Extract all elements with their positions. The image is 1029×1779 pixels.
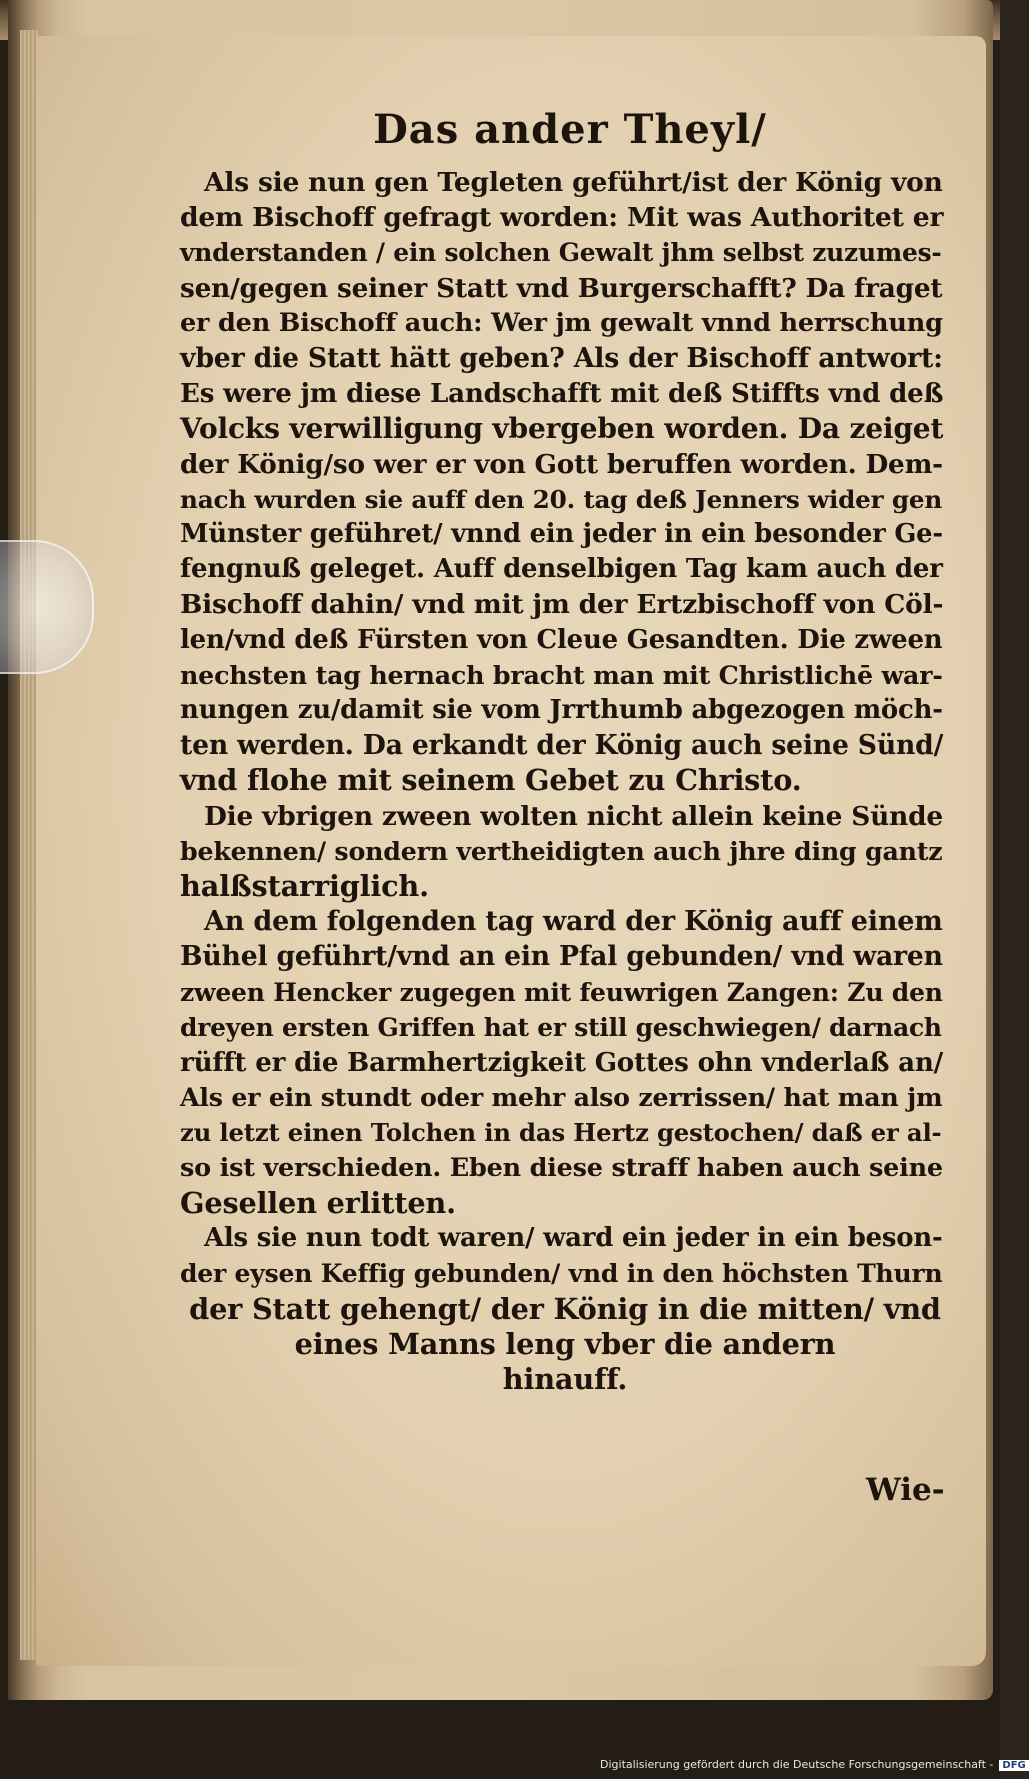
digitization-footer <box>600 1758 1029 1771</box>
text-line: fengnuß geleget. Auff denselbigen Tag kam auch der <box>180 554 943 585</box>
text-line: Als sie nun todt waren/ ward ein jeder in ein beson- <box>204 1223 943 1254</box>
text-line: der eysen Keffig gebunden/ vnd in den höchsten Thurn <box>180 1258 943 1289</box>
text-line: nach wurden sie auff den 20. tag deß Jenners wider gen <box>180 484 943 514</box>
text-line: Münster geführet/ vnnd ein jeder in ein besonder Ge- <box>180 519 943 550</box>
page-heading: Das ander Theyl/ <box>373 106 767 153</box>
text-line: dem Bischoff gefragt worden: Mit was Authoritet er <box>180 202 944 234</box>
paragraph-4 <box>180 1221 950 1397</box>
text-line: len/vnd deß Fürsten von Cleue Gesandten. Die zween <box>180 624 943 655</box>
text-line: Gesellen erlitten. <box>180 1185 456 1220</box>
paragraph-1 <box>180 165 950 799</box>
text-line: Als sie nun gen Tegleten geführt/ist der König von <box>204 167 943 198</box>
text-line: bekennen/ sondern vertheidigten auch jhre ding gantz <box>180 835 943 866</box>
text-line: sen/gegen seiner Statt vnd Burgerschafft? Da fraget <box>180 272 943 304</box>
text-line: halßstarriglich. <box>180 869 429 904</box>
text-line: zu letzt einen Tolchen in das Hertz gestochen/ daß er al- <box>180 1118 942 1148</box>
text-line: Als er ein stundt oder mehr also zerrissen/ hat man jm <box>180 1082 943 1113</box>
text-line: der König/so wer er von Gott beruffen worden. Dem- <box>180 448 943 480</box>
text-line: Es were jm diese Landschafft mit deß Stiffts vnd deß <box>180 378 944 410</box>
text-line: vnderstanden / ein solchen Gewalt jhm selbst zuzumes- <box>180 238 942 268</box>
text-line: Volcks verwilligung vbergeben worden. Da zeiget <box>180 412 944 446</box>
text-line: nechsten tag hernach bracht man mit Christlichē war- <box>180 659 943 690</box>
dfg-logo: DFG <box>999 1760 1028 1771</box>
text-line: der Statt gehengt/ der König in die mitten/ vnd <box>189 1291 941 1326</box>
text-line: ten werden. Da erkandt der König auch seine Sünd/ <box>180 730 944 762</box>
text-line: eines Manns leng vber die andern <box>294 1326 836 1361</box>
text-line: Bühel geführt/vnd an ein Pfal gebunden/ vnd waren <box>180 941 943 973</box>
text-line: An dem folgenden tag ward der König auff einem <box>204 906 943 938</box>
text-line: vnd flohe mit seinem Gebet zu Christo. <box>180 763 802 798</box>
text-line: er den Bischoff auch: Wer jm gewalt vnnd herrschung <box>180 307 943 338</box>
text-line: Die vbrigen zween wolten nicht allein keine Sünde <box>204 800 943 832</box>
text-line: vber die Statt hätt geben? Als der Bischoff antwort: <box>180 343 943 375</box>
text-line: so ist verschieden. Eben diese straff haben auch seine <box>180 1152 943 1183</box>
text-line: rüfft er die Barmhertzigkeit Gottes ohn vnderlaß an/ <box>180 1047 943 1079</box>
paragraph-2 <box>180 799 950 905</box>
text-line: dreyen ersten Griffen hat er still geschwiegen/ darnach <box>180 1012 942 1042</box>
text-line: nungen zu/damit sie vom Jrrthumb abgezogen möch- <box>180 695 943 726</box>
text-line: hinauff. <box>502 1361 628 1396</box>
text-line: Bischoff dahin/ vnd mit jm der Ertzbischoff von Cöl- <box>180 589 944 621</box>
paragraph-3 <box>180 904 950 1221</box>
footer-text: Digitalisierung gefördert durch die Deutsche Forschungsgemeinschaft - <box>600 1758 994 1771</box>
catchword: Wie- <box>866 1472 945 1508</box>
page-text <box>180 106 950 1397</box>
text-line: zween Hencker zugegen mit feuwrigen Zangen: Zu den <box>180 977 943 1007</box>
